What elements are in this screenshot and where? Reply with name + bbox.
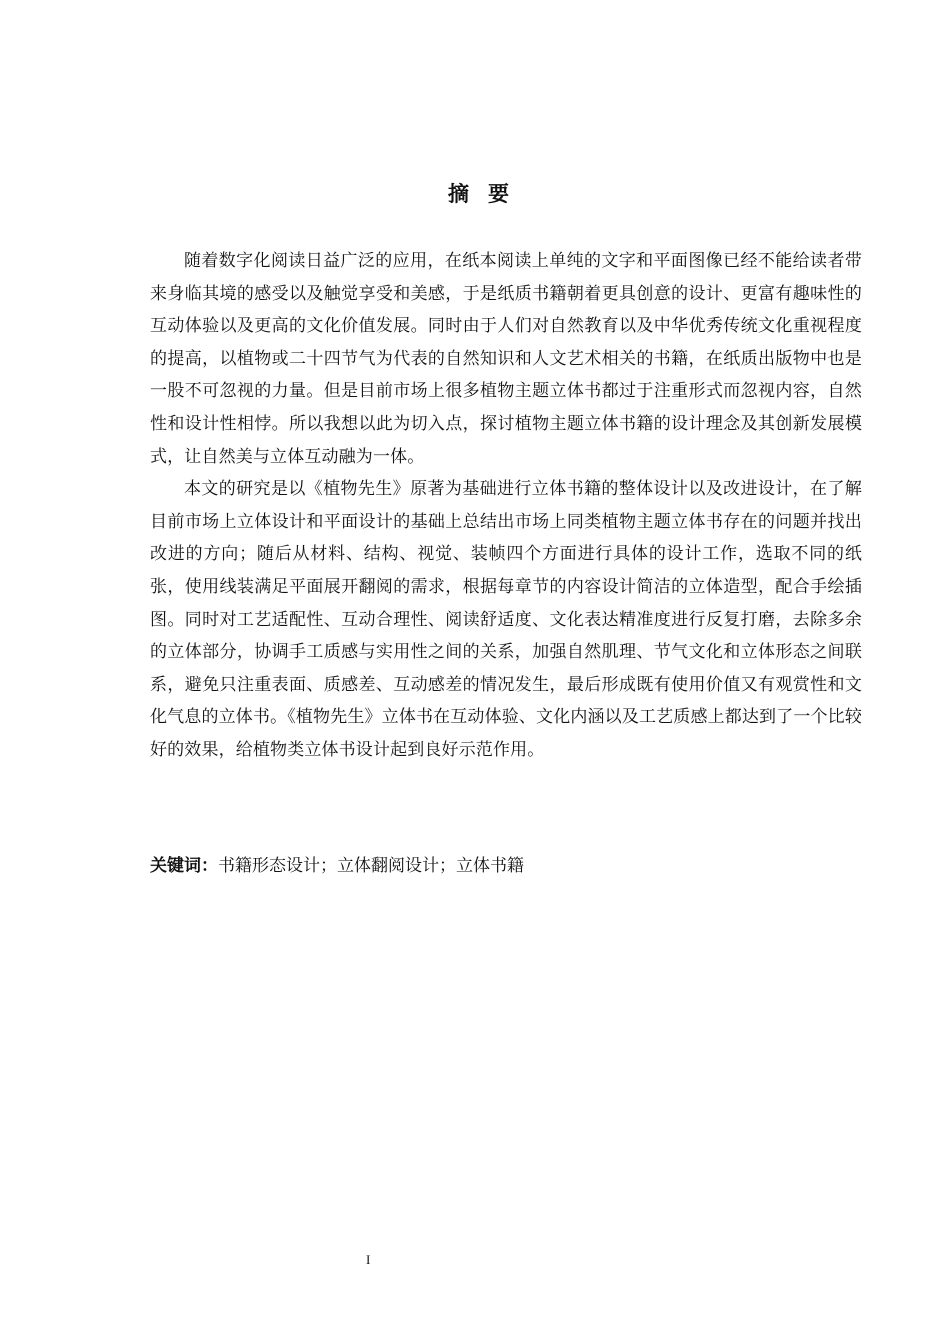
- page-number: I: [366, 1252, 371, 1267]
- abstract-body: [150, 245, 862, 767]
- keywords-label: 关键词：: [150, 856, 218, 876]
- keywords-line: [150, 851, 862, 881]
- abstract-title: 摘要: [448, 182, 528, 206]
- abstract-paragraph-1: 随着数字化阅读日益广泛的应用，在纸本阅读上单纯的文字和平面图像已经不能给读者带来身临其境的感受以及触觉享受和美感，于是纸质书籍朝着更具创意的设计、更富有趣味性的互动体验以及更高的文化价值发展。同时由于人们对自然教育以及中华优秀传统文化重视程度的提高，以植物或二十四节气为代表的自然知识和人文艺术相关的书籍，在纸质出版物中也是一股不可忽视的力量。但是目前市场上很多植物主题立体书都过于注重形式而忽视内容，自然性和设计性相悖。所以我想以此为切入点，探讨植物主题立体书籍的设计理念及其创新发展模式，让自然美与立体互动融为一体。: [150, 251, 862, 467]
- abstract-paragraph-2: 本文的研究是以《植物先生》原著为基础进行立体书籍的整体设计以及改进设计，在了解目前市场上立体设计和平面设计的基础上总结出市场上同类植物主题立体书存在的问题并找出改进的方向；随后从材料、结构、视觉、装帧四个方面进行具体的设计工作，选取不同的纸张，使用线装满足平面展开翻阅的需求，根据每章节的内容设计简洁的立体造型，配合手绘插图。同时对工艺适配性、互动合理性、阅读舒适度、文化表达精准度进行反复打磨，去除多余的立体部分，协调手工质感与实用性之间的关系，加强自然肌理、节气文化和立体形态之间联系，避免只注重表面、质感差、互动感差的情况发生，最后形成既有使用价值又有观赏性和文化气息的立体书。《植物先生》立体书在互动体验、文化内涵以及工艺质感上都达到了一个比较好的效果，给植物类立体书设计起到良好示范作用。: [150, 479, 862, 760]
- keywords-text: 书籍形态设计；立体翻阅设计；立体书籍: [218, 856, 524, 876]
